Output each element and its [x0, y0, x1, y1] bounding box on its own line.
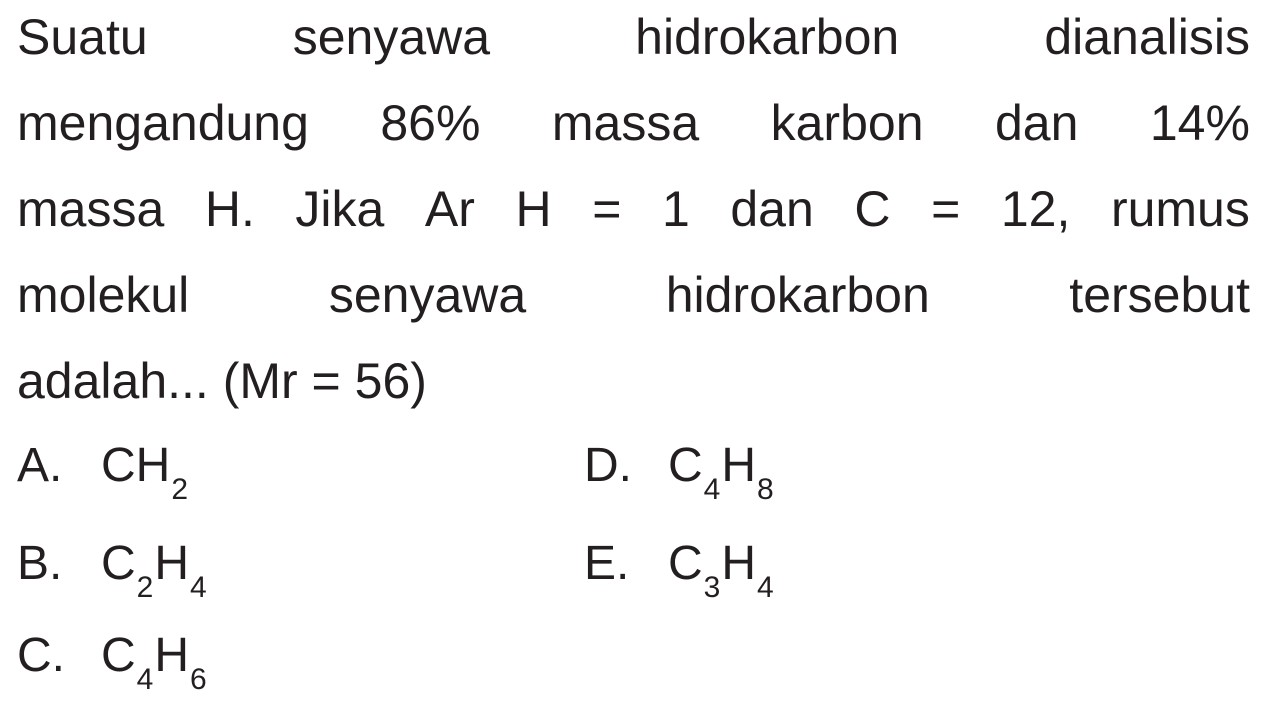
word: Ar	[424, 181, 475, 237]
word: massa	[551, 95, 700, 151]
word: hidrokarbon	[635, 9, 900, 65]
formula-element: CH	[101, 439, 171, 492]
word: 14%	[1149, 95, 1250, 151]
question-line-1	[17, 9, 1250, 98]
formula-subscript: 4	[757, 571, 774, 604]
option-a[interactable]	[17, 439, 189, 506]
word: =	[931, 181, 961, 237]
word: H.	[204, 181, 255, 237]
formula-subscript: 4	[136, 663, 154, 696]
formula-element: H	[154, 537, 190, 590]
formula-element: H	[721, 439, 757, 492]
word: senyawa	[328, 267, 527, 323]
formula-subscript: 2	[171, 473, 189, 506]
word: tersebut	[1069, 267, 1250, 323]
word: mengandung	[17, 95, 309, 151]
word: dan	[994, 95, 1079, 151]
formula-element: C	[101, 629, 136, 682]
formula-element: C	[101, 537, 136, 590]
word: 1	[661, 181, 690, 237]
word: H	[515, 181, 552, 237]
word: C	[854, 181, 891, 237]
option-letter: B.	[17, 537, 63, 590]
option-b[interactable]	[17, 537, 208, 604]
word: =	[592, 181, 622, 237]
question-line-4	[17, 267, 1250, 356]
question-text	[17, 9, 1250, 442]
question-line-5	[17, 353, 1250, 442]
option-letter: D.	[584, 439, 632, 492]
formula-subscript: 8	[757, 473, 774, 506]
word: 12,	[1000, 181, 1071, 237]
formula-element: C	[668, 439, 703, 492]
formula-element: H	[154, 629, 190, 682]
word: Suatu	[17, 9, 148, 65]
word: 86%	[380, 95, 481, 151]
option-letter: A.	[17, 439, 63, 492]
question-line-3	[17, 181, 1250, 270]
word: karbon	[770, 95, 924, 151]
word: rumus	[1110, 181, 1250, 237]
formula-subscript: 3	[703, 571, 721, 604]
word: molekul	[17, 267, 190, 323]
word: hidrokarbon	[665, 267, 930, 323]
formula-subscript: 6	[190, 663, 207, 696]
option-e[interactable]	[584, 537, 775, 604]
word: massa	[17, 181, 165, 237]
word: Jika	[295, 181, 385, 237]
word: senyawa	[292, 9, 491, 65]
question-line-2	[17, 95, 1250, 184]
formula-element: H	[721, 537, 757, 590]
formula-subscript: 4	[190, 571, 207, 604]
formula-element: C	[668, 537, 703, 590]
option-letter: E.	[584, 537, 630, 590]
word: dan	[730, 181, 814, 237]
word: dianalisis	[1044, 9, 1250, 65]
option-letter: C.	[17, 629, 65, 682]
option-d[interactable]	[584, 439, 775, 506]
question-ending: adalah... (Mr = 56)	[17, 353, 427, 409]
formula-subscript: 2	[136, 571, 154, 604]
formula-subscript: 4	[703, 473, 721, 506]
option-c[interactable]	[17, 629, 208, 696]
